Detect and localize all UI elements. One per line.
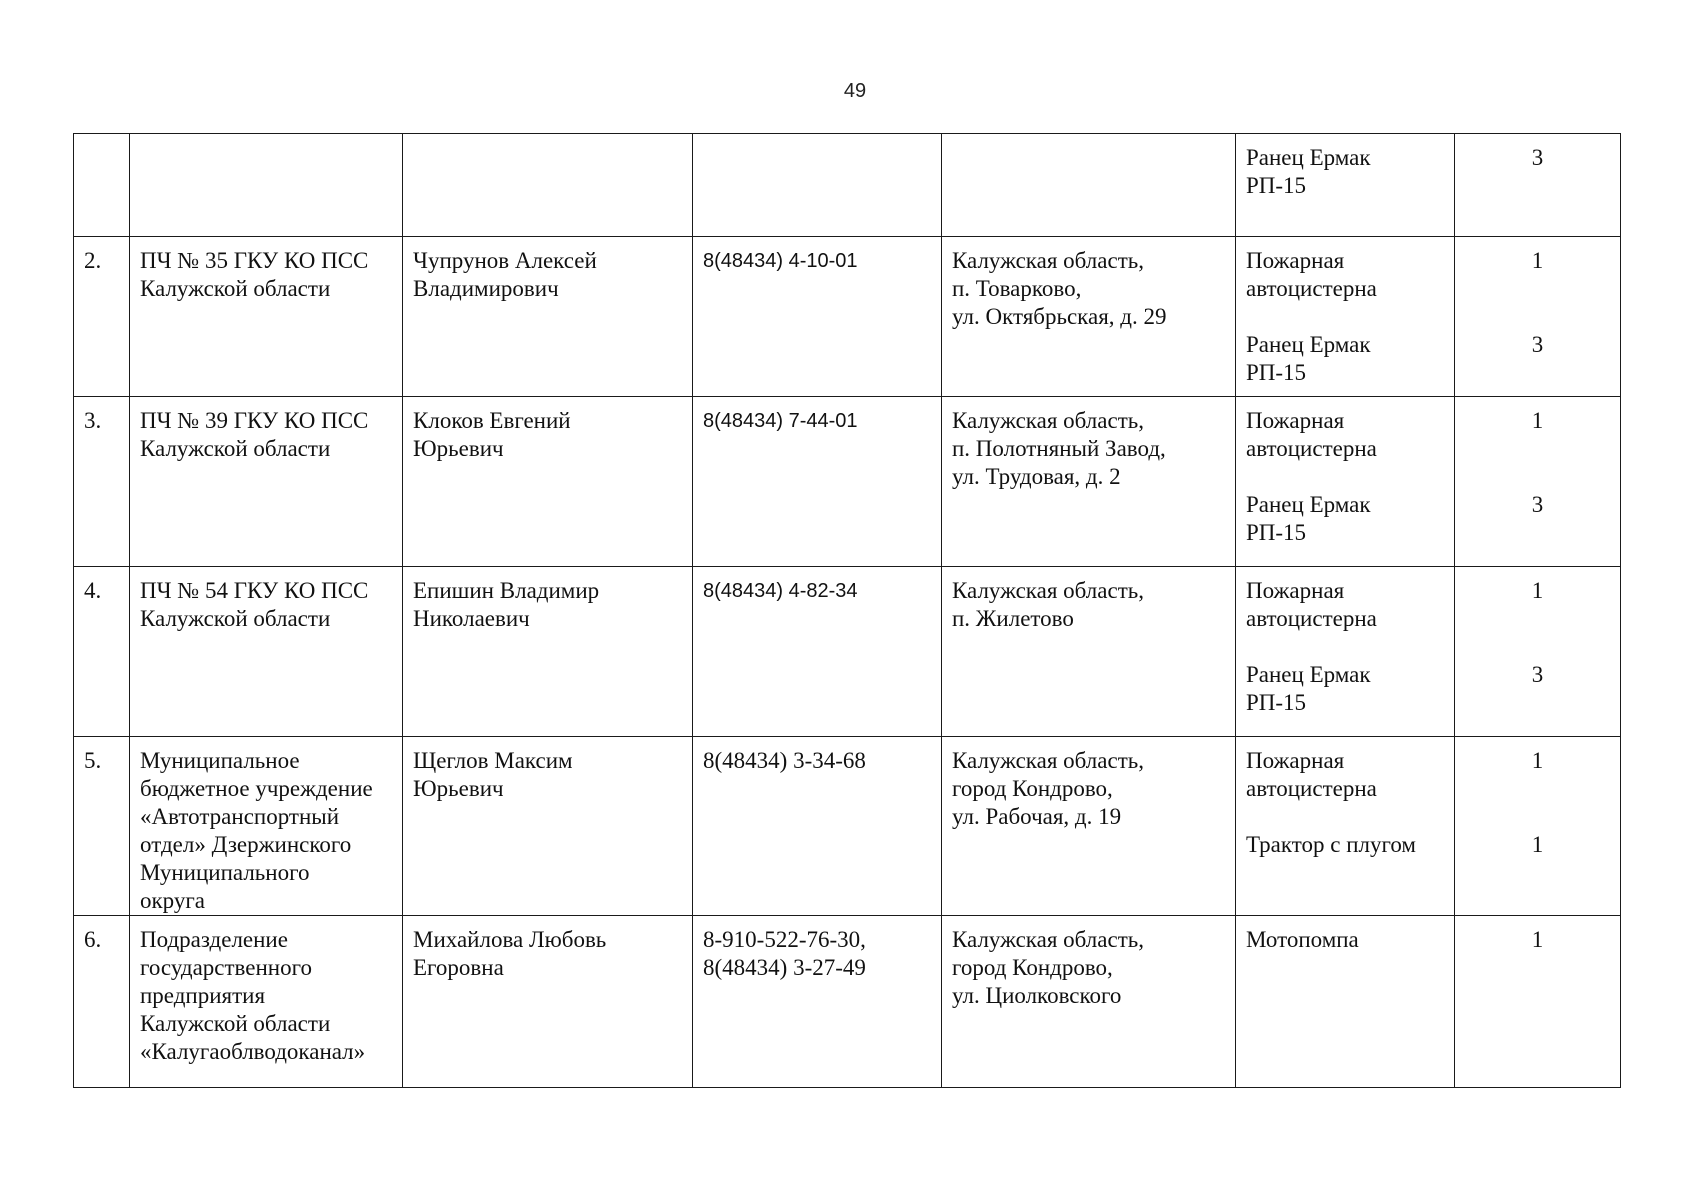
phone-line: 8(48434) 3-27-49 xyxy=(703,955,866,980)
address-line: Калужская область, xyxy=(952,248,1144,273)
org-line: Калужской области xyxy=(140,606,331,631)
phone-line: 8(48434) 4-82-34 xyxy=(703,580,858,602)
responsible-person-cell xyxy=(403,567,693,737)
organization-cell xyxy=(130,916,403,1088)
address-line: п. Полотняный Завод, xyxy=(952,436,1166,461)
organization-cell xyxy=(130,134,403,237)
person-line: Владимирович xyxy=(413,276,559,301)
equipment-item xyxy=(1246,926,1444,954)
equipment-quantity: 3 xyxy=(1531,332,1544,357)
table-row xyxy=(74,916,1621,1088)
equipment-quantity: 1 xyxy=(1531,578,1544,603)
equipment-name-line: Пожарная xyxy=(1246,248,1345,273)
org-line: Калужской области xyxy=(140,436,331,461)
quantity-cell xyxy=(1455,237,1621,397)
table-row xyxy=(74,737,1621,916)
equipment-name-line: Ранец Ермак xyxy=(1246,492,1371,517)
phone-line: 8-910-522-76-30, xyxy=(703,927,866,952)
equipment-name-line: автоцистерна xyxy=(1246,776,1377,801)
equipment-cell xyxy=(1236,737,1455,916)
quantity-cell xyxy=(1455,916,1621,1088)
organization-cell xyxy=(130,737,403,916)
row-number: 6. xyxy=(74,916,130,1088)
equipment-cell xyxy=(1236,567,1455,737)
org-line: ПЧ № 35 ГКУ КО ПСС xyxy=(140,248,369,273)
page-number: 49 xyxy=(843,80,867,102)
responsible-person-cell xyxy=(403,737,693,916)
org-line: предприятия xyxy=(140,983,266,1008)
equipment-name-line: РП-15 xyxy=(1246,360,1307,385)
table-row xyxy=(74,237,1621,397)
equipment-quantity: 1 xyxy=(1531,748,1544,773)
equipment-item xyxy=(1246,831,1444,859)
equipment-quantity: 1 xyxy=(1531,832,1544,857)
equipment-name-line: Пожарная xyxy=(1246,578,1345,603)
person-line: Юрьевич xyxy=(413,436,504,461)
equipment-item xyxy=(1246,661,1444,717)
equipment-item xyxy=(1246,577,1444,633)
equipment-item xyxy=(1246,247,1444,303)
person-line: Михайлова Любовь xyxy=(413,927,607,952)
address-line: п. Жилетово xyxy=(952,606,1074,631)
org-line: Подразделение xyxy=(140,927,288,952)
address-cell xyxy=(942,737,1236,916)
phone-cell xyxy=(693,237,942,397)
row-number: 2. xyxy=(74,237,130,397)
address-line: п. Товарково, xyxy=(952,276,1082,301)
phone-cell xyxy=(693,567,942,737)
responsible-person-cell xyxy=(403,916,693,1088)
org-line: отдел» Дзержинского xyxy=(140,832,352,857)
address-cell xyxy=(942,916,1236,1088)
address-line: Калужская область, xyxy=(952,408,1144,433)
phone-line: 8(48434) 4-10-01 xyxy=(703,250,858,272)
address-line: ул. Рабочая, д. 19 xyxy=(952,804,1122,829)
address-cell xyxy=(942,397,1236,567)
row-number: 3. xyxy=(74,397,130,567)
equipment-item xyxy=(1246,491,1444,547)
row-number: 4. xyxy=(74,567,130,737)
address-line: ул. Октябрьская, д. 29 xyxy=(952,304,1167,329)
org-line: государственного xyxy=(140,955,312,980)
equipment-quantity: 3 xyxy=(1531,662,1544,687)
equipment-item xyxy=(1246,144,1444,200)
equipment-quantity: 1 xyxy=(1531,408,1544,433)
org-line: Муниципального xyxy=(140,860,310,885)
organization-cell xyxy=(130,237,403,397)
equipment-name-line: Ранец Ермак xyxy=(1246,662,1371,687)
org-line: бюджетное учреждение xyxy=(140,776,373,801)
phone-line: 8(48434) 3-34-68 xyxy=(703,748,866,773)
equipment-name-line: Пожарная xyxy=(1246,748,1345,773)
phone-cell xyxy=(693,134,942,237)
quantity-cell xyxy=(1455,397,1621,567)
resources-table xyxy=(73,133,1621,1088)
address-line: город Кондрово, xyxy=(952,955,1113,980)
address-cell xyxy=(942,134,1236,237)
org-line: «Калугаоблводоканал» xyxy=(140,1039,366,1064)
org-line: округа xyxy=(140,888,206,913)
address-cell xyxy=(942,567,1236,737)
equipment-quantity: 3 xyxy=(1531,145,1544,170)
equipment-name-line: Трактор с плугом xyxy=(1246,832,1416,857)
responsible-person-cell xyxy=(403,237,693,397)
equipment-name-line: РП-15 xyxy=(1246,520,1307,545)
person-line: Клоков Евгений xyxy=(413,408,571,433)
phone-cell xyxy=(693,916,942,1088)
address-line: Калужская область, xyxy=(952,748,1144,773)
equipment-name-line: Ранец Ермак xyxy=(1246,145,1371,170)
equipment-name-line: автоцистерна xyxy=(1246,276,1377,301)
org-line: ПЧ № 54 ГКУ КО ПСС xyxy=(140,578,369,603)
quantity-cell xyxy=(1455,134,1621,237)
address-line: город Кондрово, xyxy=(952,776,1113,801)
equipment-name-line: РП-15 xyxy=(1246,690,1307,715)
person-line: Епишин Владимир xyxy=(413,578,600,603)
equipment-item xyxy=(1246,407,1444,463)
organization-cell xyxy=(130,397,403,567)
equipment-item xyxy=(1246,331,1444,387)
responsible-person-cell xyxy=(403,397,693,567)
equipment-item xyxy=(1246,747,1444,803)
equipment-name-line: Ранец Ермак xyxy=(1246,332,1371,357)
org-line: «Автотранспортный xyxy=(140,804,340,829)
org-line: Муниципальное xyxy=(140,748,300,773)
address-line: Калужская область, xyxy=(952,578,1144,603)
person-line: Егоровна xyxy=(413,955,504,980)
row-number: 5. xyxy=(74,737,130,916)
equipment-cell xyxy=(1236,237,1455,397)
responsible-person-cell xyxy=(403,134,693,237)
table-row xyxy=(74,397,1621,567)
equipment-quantity: 1 xyxy=(1531,927,1544,952)
equipment-name-line: Пожарная xyxy=(1246,408,1345,433)
equipment-name-line: автоцистерна xyxy=(1246,606,1377,631)
person-line: Юрьевич xyxy=(413,776,504,801)
phone-cell xyxy=(693,737,942,916)
person-line: Николаевич xyxy=(413,606,530,631)
org-line: Калужской области xyxy=(140,276,331,301)
equipment-name-line: Мотопомпа xyxy=(1246,927,1359,952)
equipment-name-line: автоцистерна xyxy=(1246,436,1377,461)
quantity-cell xyxy=(1455,737,1621,916)
equipment-cell xyxy=(1236,397,1455,567)
address-line: Калужская область, xyxy=(952,927,1144,952)
person-line: Щеглов Максим xyxy=(413,748,573,773)
equipment-name-line: РП-15 xyxy=(1246,173,1307,198)
quantity-cell xyxy=(1455,567,1621,737)
address-line: ул. Трудовая, д. 2 xyxy=(952,464,1121,489)
person-line: Чупрунов Алексей xyxy=(413,248,597,273)
address-cell xyxy=(942,237,1236,397)
table-row xyxy=(74,134,1621,237)
equipment-cell xyxy=(1236,916,1455,1088)
equipment-cell xyxy=(1236,134,1455,237)
phone-line: 8(48434) 7-44-01 xyxy=(703,410,858,432)
org-line: ПЧ № 39 ГКУ КО ПСС xyxy=(140,408,369,433)
equipment-quantity: 1 xyxy=(1531,248,1544,273)
address-line: ул. Циолковского xyxy=(952,983,1122,1008)
row-number xyxy=(74,134,130,237)
organization-cell xyxy=(130,567,403,737)
equipment-quantity: 3 xyxy=(1531,492,1544,517)
table-row xyxy=(74,567,1621,737)
org-line: Калужской области xyxy=(140,1011,331,1036)
phone-cell xyxy=(693,397,942,567)
